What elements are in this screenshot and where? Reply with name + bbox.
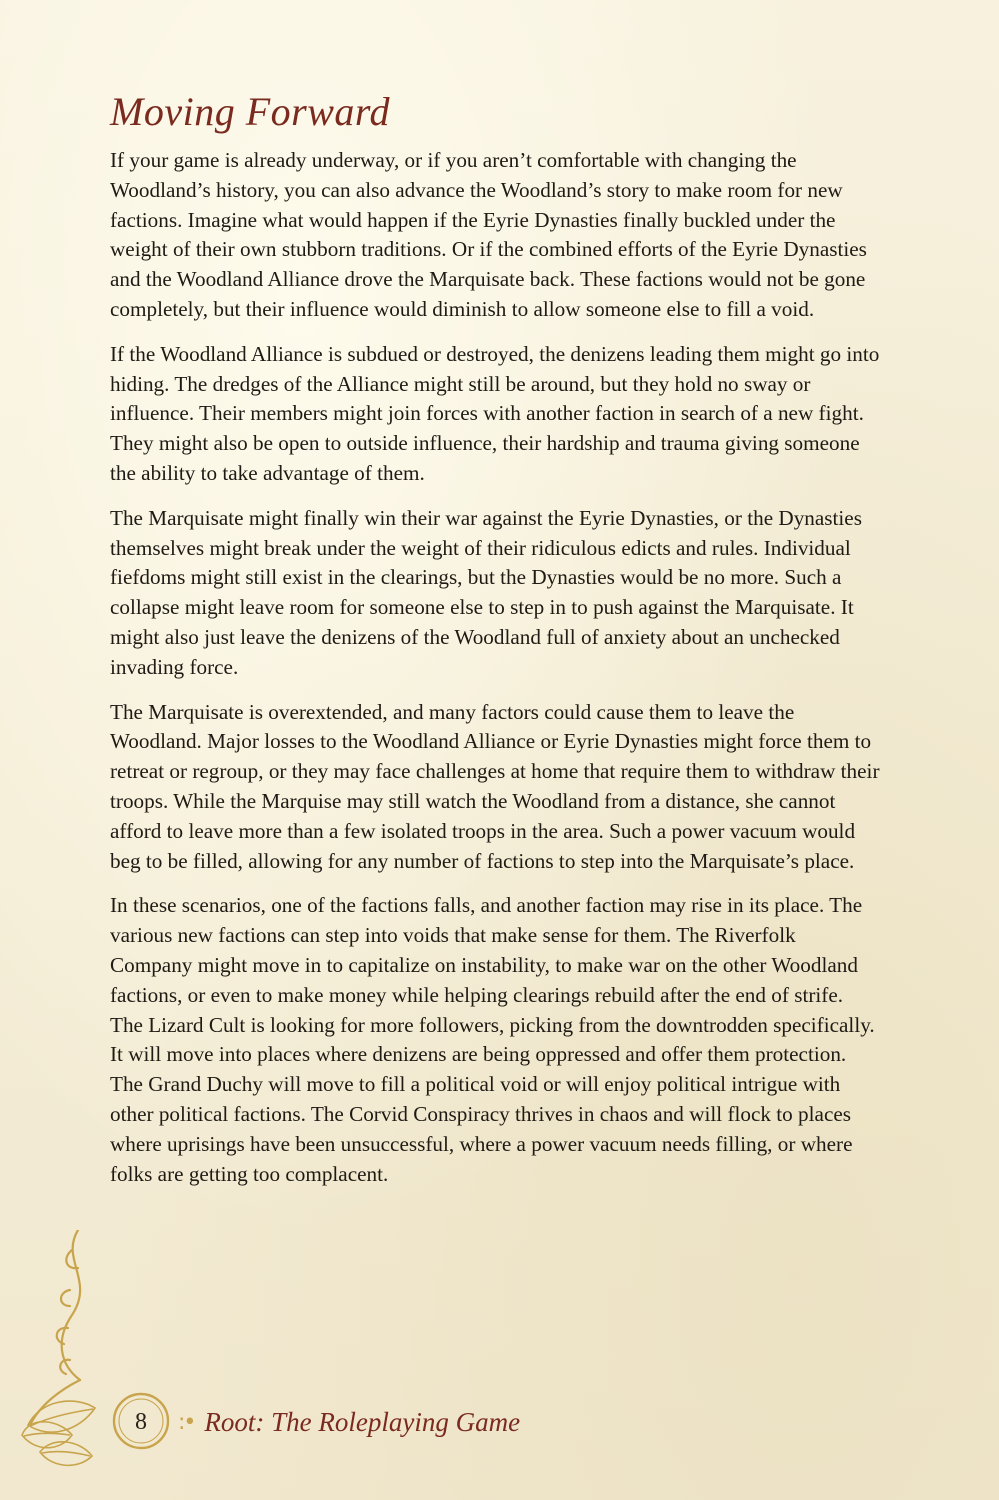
paragraph-1: If your game is already underway, or if you aren’t comfortable with changing the Woodland’s history, you can also advance the Woodland’s story to make room for new factions. Imagine what would happen if the Eyrie Dynasties finally buckled under the weight of their own stubborn traditions. Or if the combined efforts of the Eyrie Dynasties and the Woodland Alliance drove the Marquisate back. These factions would not be gone completely, but their influence would diminish to allow someone else to fill a void. [110,148,867,321]
paragraph-2: If the Woodland Alliance is subdued or destroyed, the denizens leading them might go into hiding. The dredges of the Alliance might still be around, but they hold no sway or influence. Their members might join forces with another faction in search of a new fight. They might also be open to outside influence, their hardship and trauma giving someone the ability to take advantage of them. [110,341,880,485]
footer-separator: :• [178,1409,195,1435]
page-footer [118,1398,520,1446]
section-heading: Moving Forward [110,89,390,134]
vine-ornament-icon [0,1230,200,1500]
book-title: Root: The Roleplaying Game [204,1406,521,1437]
paragraph-5: In these scenarios, one of the factions falls, and another faction may rise in its place. The various new factions can step into voids that make sense for them. The Riverfolk Company might move in to capitalize on instability, to make war on the other Woodland factions, or even to make money while helping clearings rebuild after the end of strife. The Lizard Cult is looking for more followers, picking from the downtrodden specifically. It will move into places where denizens are being oppressed and offer them protection. The Grand Duchy will move to fill a political void or will enjoy political intrigue with other political factions. The Corvid Conspiracy thrives in chaos and will flock to places where uprisings have been unsuccessful, where a power vacuum needs filling, or where folks are getting too complacent. [110,893,875,1186]
body-text [110,146,880,1204]
page-number: 8 [135,1408,147,1435]
paragraph-4: The Marquisate is overextended, and many factors could cause them to leave the Woodland. Major losses to the Woodland Alliance or Eyrie Dynasties might force them to retreat or regroup, or they may face challenges at home that require them to withdraw their troops. While the Marquise may still watch the Woodland from a distance, she cannot afford to leave more than a few isolated troops in the area. Such a power vacuum would beg to be filled, allowing for any number of factions to step into the Marquisate’s place. [110,699,880,873]
paragraph-3: The Marquisate might finally win their war against the Eyrie Dynasties, or the Dynasties themselves might break under the weight of their ridiculous edicts and rules. Individual fiefdoms might still exist in the clearings, but the Dynasties would be no more. Such a collapse might leave room for someone else to step in to push against the Marquisate. It might also just leave the denizens of the Woodland full of anxiety about an unchecked invading force. [110,505,862,679]
